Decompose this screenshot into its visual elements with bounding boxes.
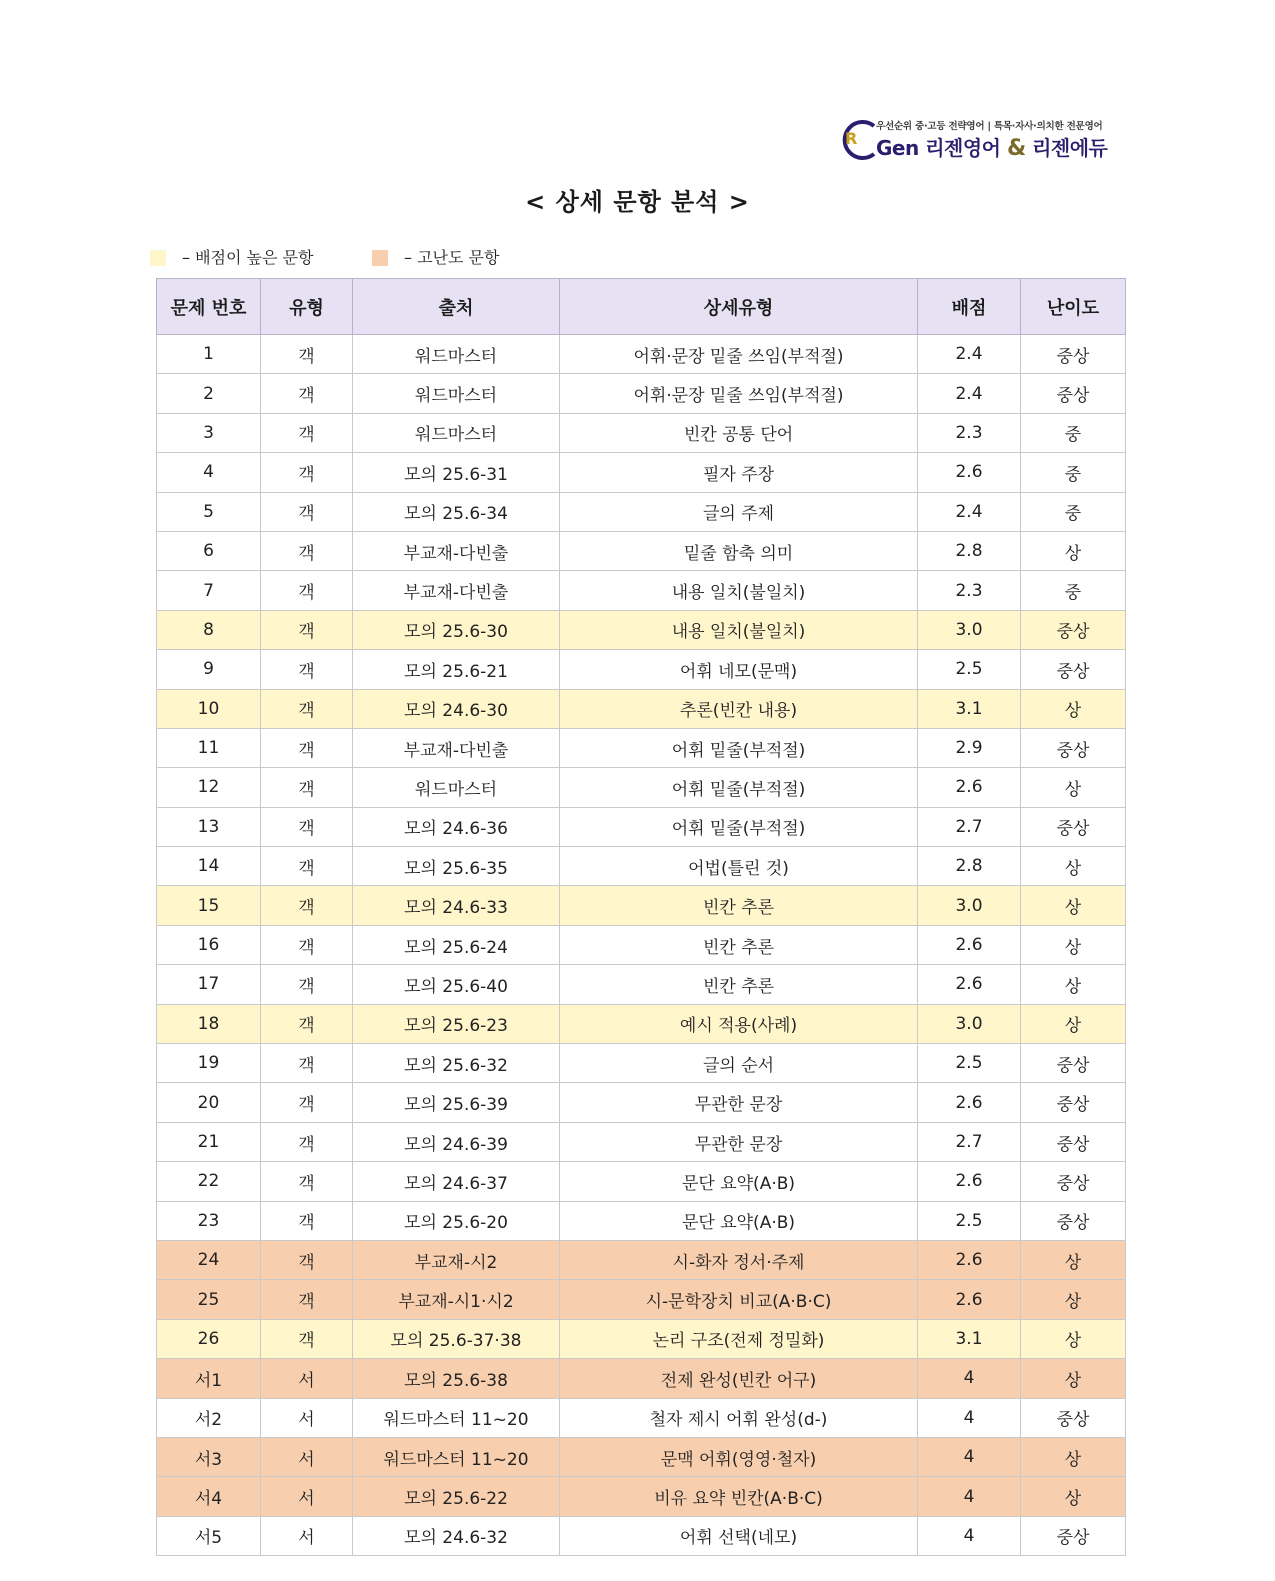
cell-source: 모의 25.6-30: [353, 610, 560, 649]
table-row: [157, 847, 1126, 886]
cell-detail: 문단 요약(A·B): [560, 1162, 918, 1201]
cell-no: 22: [157, 1162, 261, 1201]
cell-type: 객: [261, 965, 353, 1004]
table-row: [157, 453, 1126, 492]
cell-level: 상: [1021, 847, 1126, 886]
table-row: [157, 1280, 1126, 1319]
cell-detail: 철자 제시 어휘 완성(d-): [560, 1398, 918, 1437]
cell-type: 객: [261, 1280, 353, 1319]
cell-level: 상: [1021, 1477, 1126, 1516]
cell-detail: 전제 완성(빈칸 어구): [560, 1359, 918, 1398]
table-row: [157, 413, 1126, 452]
cell-level: 중상: [1021, 1516, 1126, 1555]
table-row: [157, 1122, 1126, 1161]
cell-detail: 어법(틀린 것): [560, 847, 918, 886]
cell-type: 객: [261, 1319, 353, 1358]
cell-no: 서3: [157, 1437, 261, 1476]
cell-source: 모의 24.6-30: [353, 689, 560, 728]
cell-source: 모의 25.6-22: [353, 1477, 560, 1516]
cell-level: 중상: [1021, 807, 1126, 846]
cell-detail: 내용 일치(불일치): [560, 571, 918, 610]
table-row: [157, 531, 1126, 570]
cell-score: 2.3: [918, 413, 1021, 452]
cell-type: 객: [261, 886, 353, 925]
cell-detail: 어휘·문장 밑줄 쓰임(부적절): [560, 374, 918, 413]
cell-level: 중상: [1021, 335, 1126, 374]
cell-level: 상: [1021, 689, 1126, 728]
cell-source: 모의 24.6-36: [353, 807, 560, 846]
cell-level: 중상: [1021, 1398, 1126, 1437]
cell-score: 2.3: [918, 571, 1021, 610]
cell-score: 4: [918, 1477, 1021, 1516]
logo-tagline: 우선순위 중·고등 전략영어 | 특목·자사·의치한 전문영어: [876, 121, 1103, 132]
table-row: [157, 610, 1126, 649]
logo-brand-text: [876, 132, 1107, 161]
cell-type: 서: [261, 1477, 353, 1516]
cell-detail: 글의 순서: [560, 1044, 918, 1083]
legend-high-score-swatch: [150, 250, 166, 266]
cell-level: 중상: [1021, 1122, 1126, 1161]
cell-no: 13: [157, 807, 261, 846]
cell-type: 객: [261, 1083, 353, 1122]
cell-score: 2.6: [918, 1280, 1021, 1319]
cell-type: 객: [261, 768, 353, 807]
cell-level: 상: [1021, 1240, 1126, 1279]
cell-type: 객: [261, 925, 353, 964]
cell-level: 상: [1021, 1280, 1126, 1319]
table-row: [157, 1516, 1126, 1555]
cell-no: 6: [157, 531, 261, 570]
cell-score: 4: [918, 1359, 1021, 1398]
cell-detail: 문단 요약(A·B): [560, 1201, 918, 1240]
cell-score: 2.6: [918, 1162, 1021, 1201]
cell-type: 객: [261, 531, 353, 570]
cell-level: 중상: [1021, 1083, 1126, 1122]
cell-no: 26: [157, 1319, 261, 1358]
cell-score: 3.0: [918, 1004, 1021, 1043]
cell-detail: 빈칸 추론: [560, 965, 918, 1004]
header-no: 문제 번호: [157, 279, 261, 335]
header-source: 출처: [353, 279, 560, 335]
cell-score: 4: [918, 1516, 1021, 1555]
cell-detail: 문맥 어휘(영영·철자): [560, 1437, 918, 1476]
cell-detail: 시-화자 정서·주제: [560, 1240, 918, 1279]
cell-source: 부교재-시2: [353, 1240, 560, 1279]
table-row: [157, 728, 1126, 767]
cell-level: 상: [1021, 768, 1126, 807]
cell-score: 2.5: [918, 1201, 1021, 1240]
cell-score: 2.6: [918, 1083, 1021, 1122]
cell-detail: 무관한 문장: [560, 1083, 918, 1122]
cell-level: 상: [1021, 965, 1126, 1004]
cell-score: 2.4: [918, 335, 1021, 374]
cell-no: 14: [157, 847, 261, 886]
cell-type: 서: [261, 1437, 353, 1476]
cell-type: 객: [261, 335, 353, 374]
cell-no: 19: [157, 1044, 261, 1083]
cell-level: 상: [1021, 1437, 1126, 1476]
table-row: [157, 768, 1126, 807]
cell-no: 1: [157, 335, 261, 374]
table-row: [157, 965, 1126, 1004]
cell-detail: 어휘 네모(문맥): [560, 650, 918, 689]
cell-detail: 밑줄 함축 의미: [560, 531, 918, 570]
page-title: < 상세 문항 분석 >: [525, 188, 750, 216]
cell-score: 2.7: [918, 807, 1021, 846]
cell-level: 중: [1021, 571, 1126, 610]
cell-source: 모의 25.6-20: [353, 1201, 560, 1240]
cell-type: 객: [261, 492, 353, 531]
legend-high-score-label: – 배점이 높은 문항: [182, 248, 314, 267]
cell-score: 2.9: [918, 728, 1021, 767]
cell-source: 모의 25.6-38: [353, 1359, 560, 1398]
table-row: [157, 807, 1126, 846]
cell-level: 중상: [1021, 1044, 1126, 1083]
cell-level: 중상: [1021, 728, 1126, 767]
cell-no: 12: [157, 768, 261, 807]
cell-no: 23: [157, 1201, 261, 1240]
table-row: [157, 1044, 1126, 1083]
cell-score: 2.5: [918, 650, 1021, 689]
table-row: [157, 1004, 1126, 1043]
cell-level: 상: [1021, 1004, 1126, 1043]
table-row: [157, 1477, 1126, 1516]
cell-source: 모의 24.6-32: [353, 1516, 560, 1555]
cell-type: 객: [261, 413, 353, 452]
cell-no: 15: [157, 886, 261, 925]
logo-ampersand: &: [1006, 136, 1026, 161]
cell-type: 객: [261, 728, 353, 767]
table-row: [157, 886, 1126, 925]
cell-source: 부교재-다빈출: [353, 531, 560, 570]
cell-source: 모의 25.6-21: [353, 650, 560, 689]
cell-score: 4: [918, 1437, 1021, 1476]
cell-type: 객: [261, 1004, 353, 1043]
cell-score: 2.5: [918, 1044, 1021, 1083]
cell-score: 2.4: [918, 374, 1021, 413]
table-header-row: [157, 279, 1126, 335]
cell-detail: 빈칸 추론: [560, 925, 918, 964]
logo-brand-1: 리젠영어: [925, 136, 1001, 160]
cell-no: 서5: [157, 1516, 261, 1555]
cell-source: 모의 25.6-24: [353, 925, 560, 964]
cell-level: 중: [1021, 413, 1126, 452]
cell-type: 객: [261, 689, 353, 728]
cell-type: 객: [261, 571, 353, 610]
cell-type: 서: [261, 1516, 353, 1555]
cell-no: 11: [157, 728, 261, 767]
cell-source: 워드마스터: [353, 374, 560, 413]
table-row: [157, 1240, 1126, 1279]
cell-score: 3.0: [918, 886, 1021, 925]
cell-no: 18: [157, 1004, 261, 1043]
cell-detail: 어휘·문장 밑줄 쓰임(부적절): [560, 335, 918, 374]
cell-detail: 시-문학장치 비교(A·B·C): [560, 1280, 918, 1319]
cell-type: 객: [261, 847, 353, 886]
cell-source: 부교재-시1·시2: [353, 1280, 560, 1319]
cell-detail: 어휘 밑줄(부적절): [560, 728, 918, 767]
cell-detail: 내용 일치(불일치): [560, 610, 918, 649]
table-row: [157, 925, 1126, 964]
cell-no: 3: [157, 413, 261, 452]
cell-no: 서1: [157, 1359, 261, 1398]
cell-type: 객: [261, 374, 353, 413]
cell-no: 5: [157, 492, 261, 531]
header-type: 유형: [261, 279, 353, 335]
brand-logo: [836, 114, 1116, 162]
cell-no: 서2: [157, 1398, 261, 1437]
cell-score: 2.4: [918, 492, 1021, 531]
cell-no: 24: [157, 1240, 261, 1279]
cell-source: 워드마스터 11~20: [353, 1398, 560, 1437]
cell-type: 객: [261, 1162, 353, 1201]
cell-score: 3.0: [918, 610, 1021, 649]
cell-score: 2.8: [918, 531, 1021, 570]
table-row: [157, 1437, 1126, 1476]
cell-source: 워드마스터 11~20: [353, 1437, 560, 1476]
cell-detail: 추론(빈칸 내용): [560, 689, 918, 728]
cell-source: 모의 25.6-34: [353, 492, 560, 531]
cell-type: 객: [261, 453, 353, 492]
cell-type: 객: [261, 650, 353, 689]
cell-source: 모의 24.6-37: [353, 1162, 560, 1201]
cell-no: 10: [157, 689, 261, 728]
table-row: [157, 1398, 1126, 1437]
cell-type: 객: [261, 610, 353, 649]
table-row: [157, 571, 1126, 610]
cell-detail: 글의 주제: [560, 492, 918, 531]
logo-brand-2: 리젠에듀: [1032, 136, 1108, 160]
cell-level: 중상: [1021, 374, 1126, 413]
cell-source: 모의 24.6-33: [353, 886, 560, 925]
legend-hard-swatch: [372, 250, 388, 266]
cell-no: 서4: [157, 1477, 261, 1516]
cell-no: 21: [157, 1122, 261, 1161]
cell-score: 2.6: [918, 925, 1021, 964]
cell-no: 17: [157, 965, 261, 1004]
cell-score: 2.7: [918, 1122, 1021, 1161]
cell-source: 모의 25.6-35: [353, 847, 560, 886]
logo-gen: Gen: [876, 136, 919, 160]
cell-detail: 예시 적용(사례): [560, 1004, 918, 1043]
cell-source: 모의 25.6-32: [353, 1044, 560, 1083]
cell-detail: 비유 요약 빈칸(A·B·C): [560, 1477, 918, 1516]
cell-level: 중상: [1021, 1201, 1126, 1240]
cell-source: 워드마스터: [353, 335, 560, 374]
cell-score: 2.6: [918, 768, 1021, 807]
table-row: [157, 1359, 1126, 1398]
cell-source: 부교재-다빈출: [353, 571, 560, 610]
cell-detail: 빈칸 추론: [560, 886, 918, 925]
cell-detail: 어휘 선택(네모): [560, 1516, 918, 1555]
cell-no: 20: [157, 1083, 261, 1122]
cell-score: 2.6: [918, 1240, 1021, 1279]
cell-score: 2.8: [918, 847, 1021, 886]
cell-source: 워드마스터: [353, 413, 560, 452]
table-row: [157, 492, 1126, 531]
cell-no: 9: [157, 650, 261, 689]
table-row: [157, 1319, 1126, 1358]
cell-source: 모의 25.6-23: [353, 1004, 560, 1043]
cell-score: 3.1: [918, 1319, 1021, 1358]
cell-level: 중상: [1021, 650, 1126, 689]
cell-level: 중상: [1021, 1162, 1126, 1201]
cell-no: 7: [157, 571, 261, 610]
table-row: [157, 335, 1126, 374]
cell-score: 3.1: [918, 689, 1021, 728]
cell-source: 모의 24.6-39: [353, 1122, 560, 1161]
cell-detail: 논리 구조(전제 정밀화): [560, 1319, 918, 1358]
cell-level: 중: [1021, 453, 1126, 492]
cell-source: 모의 25.6-40: [353, 965, 560, 1004]
cell-source: 모의 25.6-37·38: [353, 1319, 560, 1358]
header-detail: 상세유형: [560, 279, 918, 335]
table-row: [157, 1201, 1126, 1240]
cell-type: 서: [261, 1398, 353, 1437]
table-row: [157, 650, 1126, 689]
cell-type: 객: [261, 1122, 353, 1161]
cell-type: 객: [261, 1201, 353, 1240]
cell-score: 2.6: [918, 453, 1021, 492]
cell-score: 4: [918, 1398, 1021, 1437]
cell-level: 상: [1021, 1319, 1126, 1358]
cell-detail: 빈칸 공통 단어: [560, 413, 918, 452]
cell-level: 상: [1021, 925, 1126, 964]
cell-no: 8: [157, 610, 261, 649]
cell-no: 2: [157, 374, 261, 413]
cell-type: 객: [261, 807, 353, 846]
cell-no: 16: [157, 925, 261, 964]
header-level: 난이도: [1021, 279, 1126, 335]
cell-detail: 무관한 문장: [560, 1122, 918, 1161]
svg-text:R: R: [845, 129, 858, 148]
cell-detail: 어휘 밑줄(부적절): [560, 768, 918, 807]
legend-hard-label: – 고난도 문항: [404, 248, 500, 267]
cell-source: 워드마스터: [353, 768, 560, 807]
cell-type: 객: [261, 1240, 353, 1279]
cell-level: 상: [1021, 531, 1126, 570]
cell-level: 상: [1021, 1359, 1126, 1398]
cell-detail: 필자 주장: [560, 453, 918, 492]
cell-source: 모의 25.6-39: [353, 1083, 560, 1122]
table-row: [157, 1083, 1126, 1122]
cell-type: 객: [261, 1044, 353, 1083]
cell-no: 25: [157, 1280, 261, 1319]
table-row: [157, 374, 1126, 413]
cell-score: 2.6: [918, 965, 1021, 1004]
cell-detail: 어휘 밑줄(부적절): [560, 807, 918, 846]
cell-level: 중상: [1021, 610, 1126, 649]
header-score: 배점: [918, 279, 1021, 335]
table-row: [157, 1162, 1126, 1201]
cell-no: 4: [157, 453, 261, 492]
cell-level: 상: [1021, 886, 1126, 925]
cell-source: 부교재-다빈출: [353, 728, 560, 767]
cell-source: 모의 25.6-31: [353, 453, 560, 492]
cell-level: 중: [1021, 492, 1126, 531]
table-row: [157, 689, 1126, 728]
analysis-table: [156, 278, 1126, 1556]
cell-type: 서: [261, 1359, 353, 1398]
